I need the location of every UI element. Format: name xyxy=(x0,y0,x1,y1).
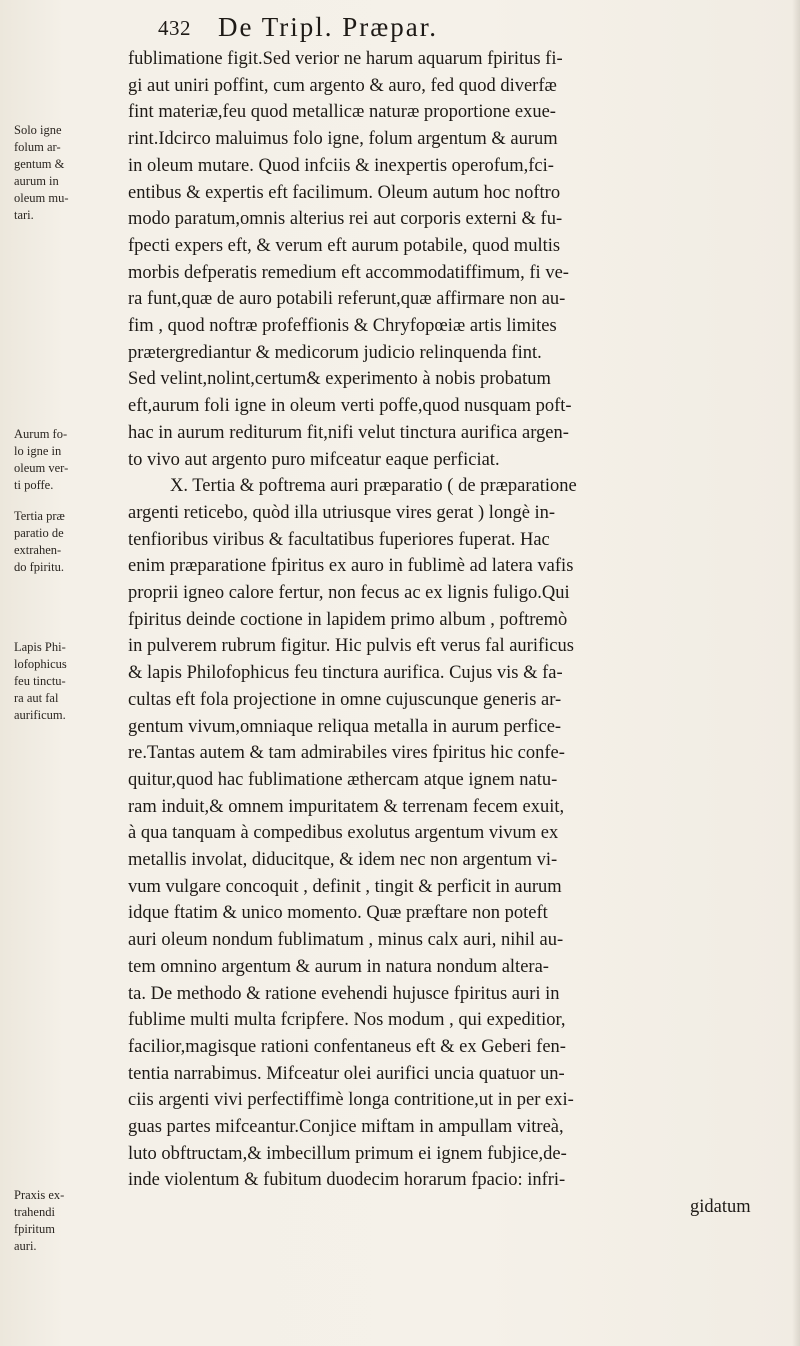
text-line: fpiritus deinde coctione in lapidem primo album , poftremò xyxy=(128,609,568,630)
margin-note-line: Aurum fo- xyxy=(14,427,68,441)
margin-note-line: fpiritum xyxy=(14,1222,55,1236)
margin-note-line: aurificum. xyxy=(14,708,66,722)
margin-note-line: auri. xyxy=(14,1239,37,1253)
text-line: & lapis Philofophicus feu tinctura aurifica. Cujus vis & fa- xyxy=(128,663,563,684)
margin-note-line: feu tinctu- xyxy=(14,674,66,688)
text-line: fint materiæ,feu quod metallicæ naturæ proportione exue- xyxy=(128,102,556,123)
text-line: idque ftatim & unico momento. Quæ præftare non poteft xyxy=(128,903,548,924)
margin-note-line: Praxis ex- xyxy=(14,1188,65,1202)
text-line: inde violentum & fubitum duodecim horarum fpacio: infri- xyxy=(128,1170,566,1191)
text-line: cultas eft fola projectione in omne cujuscunque generis ar- xyxy=(128,689,562,710)
text-line: morbis defperatis remedium eft accommodatiffimum, fi ve- xyxy=(128,262,569,283)
text-line: à qua tanquam à compedibus exolutus argentum vivum ex xyxy=(128,823,559,844)
page-number: 432 xyxy=(158,16,191,40)
margin-note-line: aurum in xyxy=(14,174,59,188)
text-line: ra funt,quæ de auro potabili referunt,quæ affirmare non au- xyxy=(128,289,566,310)
text-line: to vivo aut argento puro mifceatur eaque perficiat. xyxy=(128,449,500,470)
text-line: tenfioribus viribus & facultatibus fuperiores fuperat. Hac xyxy=(128,529,550,550)
text-line: auri oleum nondum fublimatum , minus calx auri, nihil au- xyxy=(128,930,564,951)
margin-note-line: Tertia præ xyxy=(14,509,65,523)
text-line: in pulverem rubrum figitur. Hic pulvis eft verus fal aurificus xyxy=(128,636,574,657)
margin-note-line: oleum mu- xyxy=(14,191,69,205)
text-line: Sed velint,nolint,certum& experimento à nobis probatum xyxy=(128,369,551,390)
margin-note-line: paratio de xyxy=(14,526,64,540)
text-line: facilior,magisque rationi confentaneus eft & ex Geberi fen- xyxy=(128,1036,566,1057)
text-line: X. Tertia & poftrema auri præparatio ( de præparatione xyxy=(170,476,577,497)
text-line: fublime multi multa fcripfere. Nos modum , qui expeditior, xyxy=(128,1010,566,1031)
text-line: fublimatione figit.Sed verior ne harum aquarum fpiritus fi- xyxy=(128,49,563,69)
text-line: luto obftructam,& imbecillum primum ei ignem fubjice,de- xyxy=(128,1143,567,1164)
margin-note-line: extrahen- xyxy=(14,543,62,557)
text-line: fpecti expers eft, & verum eft aurum potabile, quod multis xyxy=(128,235,561,256)
margin-note-line: folum ar- xyxy=(14,140,61,154)
margin-note-line: tari. xyxy=(14,208,34,222)
margin-note-line: ti poffe. xyxy=(14,478,54,492)
text-line: proprii igneo calore fertur, non fecus ac ex lignis fuligo.Qui xyxy=(128,583,570,603)
margin-note-line: gentum & xyxy=(14,157,65,171)
margin-note-line: trahendi xyxy=(14,1205,55,1219)
margin-note-line: do fpiritu. xyxy=(14,560,64,574)
margin-note-line: Solo igne xyxy=(14,123,62,137)
margin-note-line: Lapis Phi- xyxy=(14,640,66,654)
text-line: enim præparatione fpiritus ex auro in fublimè ad latera vafis xyxy=(128,556,574,577)
text-line: fim , quod noftræ profeffionis & Chryfopœiæ artis limites xyxy=(128,316,557,336)
margin-note-line: lo igne in xyxy=(14,444,62,458)
text-line: tem omnino argentum & aurum in natura nondum altera- xyxy=(128,956,549,977)
text-line: entibus & expertis eft facilimum. Oleum autum hoc noftro xyxy=(128,182,561,203)
page-edge-shadow xyxy=(792,0,800,1346)
text-line: rint.Idcirco maluimus folo igne, folum argentum & aurum xyxy=(128,129,558,150)
text-line: gidatum xyxy=(690,1197,751,1218)
text-line: in oleum mutare. Quod infciis & inexpertis operofum,fci- xyxy=(128,155,554,176)
text-line: re.Tantas autem & tam admirabiles vires fpiritus hic confe- xyxy=(128,743,565,764)
text-line: quitur,quod hac fublimatione æthercam atque ignem natu- xyxy=(128,769,558,790)
text-line: hac in aurum rediturum fit,nifi velut tinctura aurifica argen- xyxy=(128,422,569,443)
margin-note-line: lofophicus xyxy=(14,657,67,671)
text-line: ciis argenti vivi perfectiffimè longa contritione,ut in per exi- xyxy=(128,1090,574,1111)
running-head: De Tripl. Præpar. xyxy=(218,12,439,42)
text-line: prætergrediantur & medicorum judicio relinquenda fint. xyxy=(128,342,542,363)
text-line: modo paratum,omnis alterius rei aut corporis externi & fu- xyxy=(128,209,563,230)
text-line: vum vulgare concoquit , definit , tingit & perficit in aurum xyxy=(128,876,562,897)
text-line: ram induit,& omnem impuritatem & terrenam fecem exuit, xyxy=(128,796,565,817)
text-line: argenti reticebo, quòd illa utriusque vires gerat ) longè in- xyxy=(128,502,556,523)
text-line: gentum vivum,omniaque reliqua metalla in aurum perfice- xyxy=(128,716,562,737)
margin-note-line: oleum ver- xyxy=(14,461,69,475)
text-line: eft,aurum foli igne in oleum verti poffe,quod nusquam poft- xyxy=(128,396,572,417)
text-line: gi aut uniri poffint, cum argento & auro, fed quod diverfæ xyxy=(128,75,557,96)
text-line: ta. De methodo & ratione evehendi hujusce fpiritus auri in xyxy=(128,983,560,1004)
text-line: metallis involat, diducitque, & idem nec non argentum vi- xyxy=(128,850,558,870)
text-line: tentia narrabimus. Mifceatur olei aurifici uncia quatuor un- xyxy=(128,1063,565,1084)
page-header xyxy=(0,12,800,42)
margin-note-line: ra aut fal xyxy=(14,691,59,705)
text-line: guas partes mifceantur.Conjice miftam in ampullam vitreà, xyxy=(128,1117,564,1137)
